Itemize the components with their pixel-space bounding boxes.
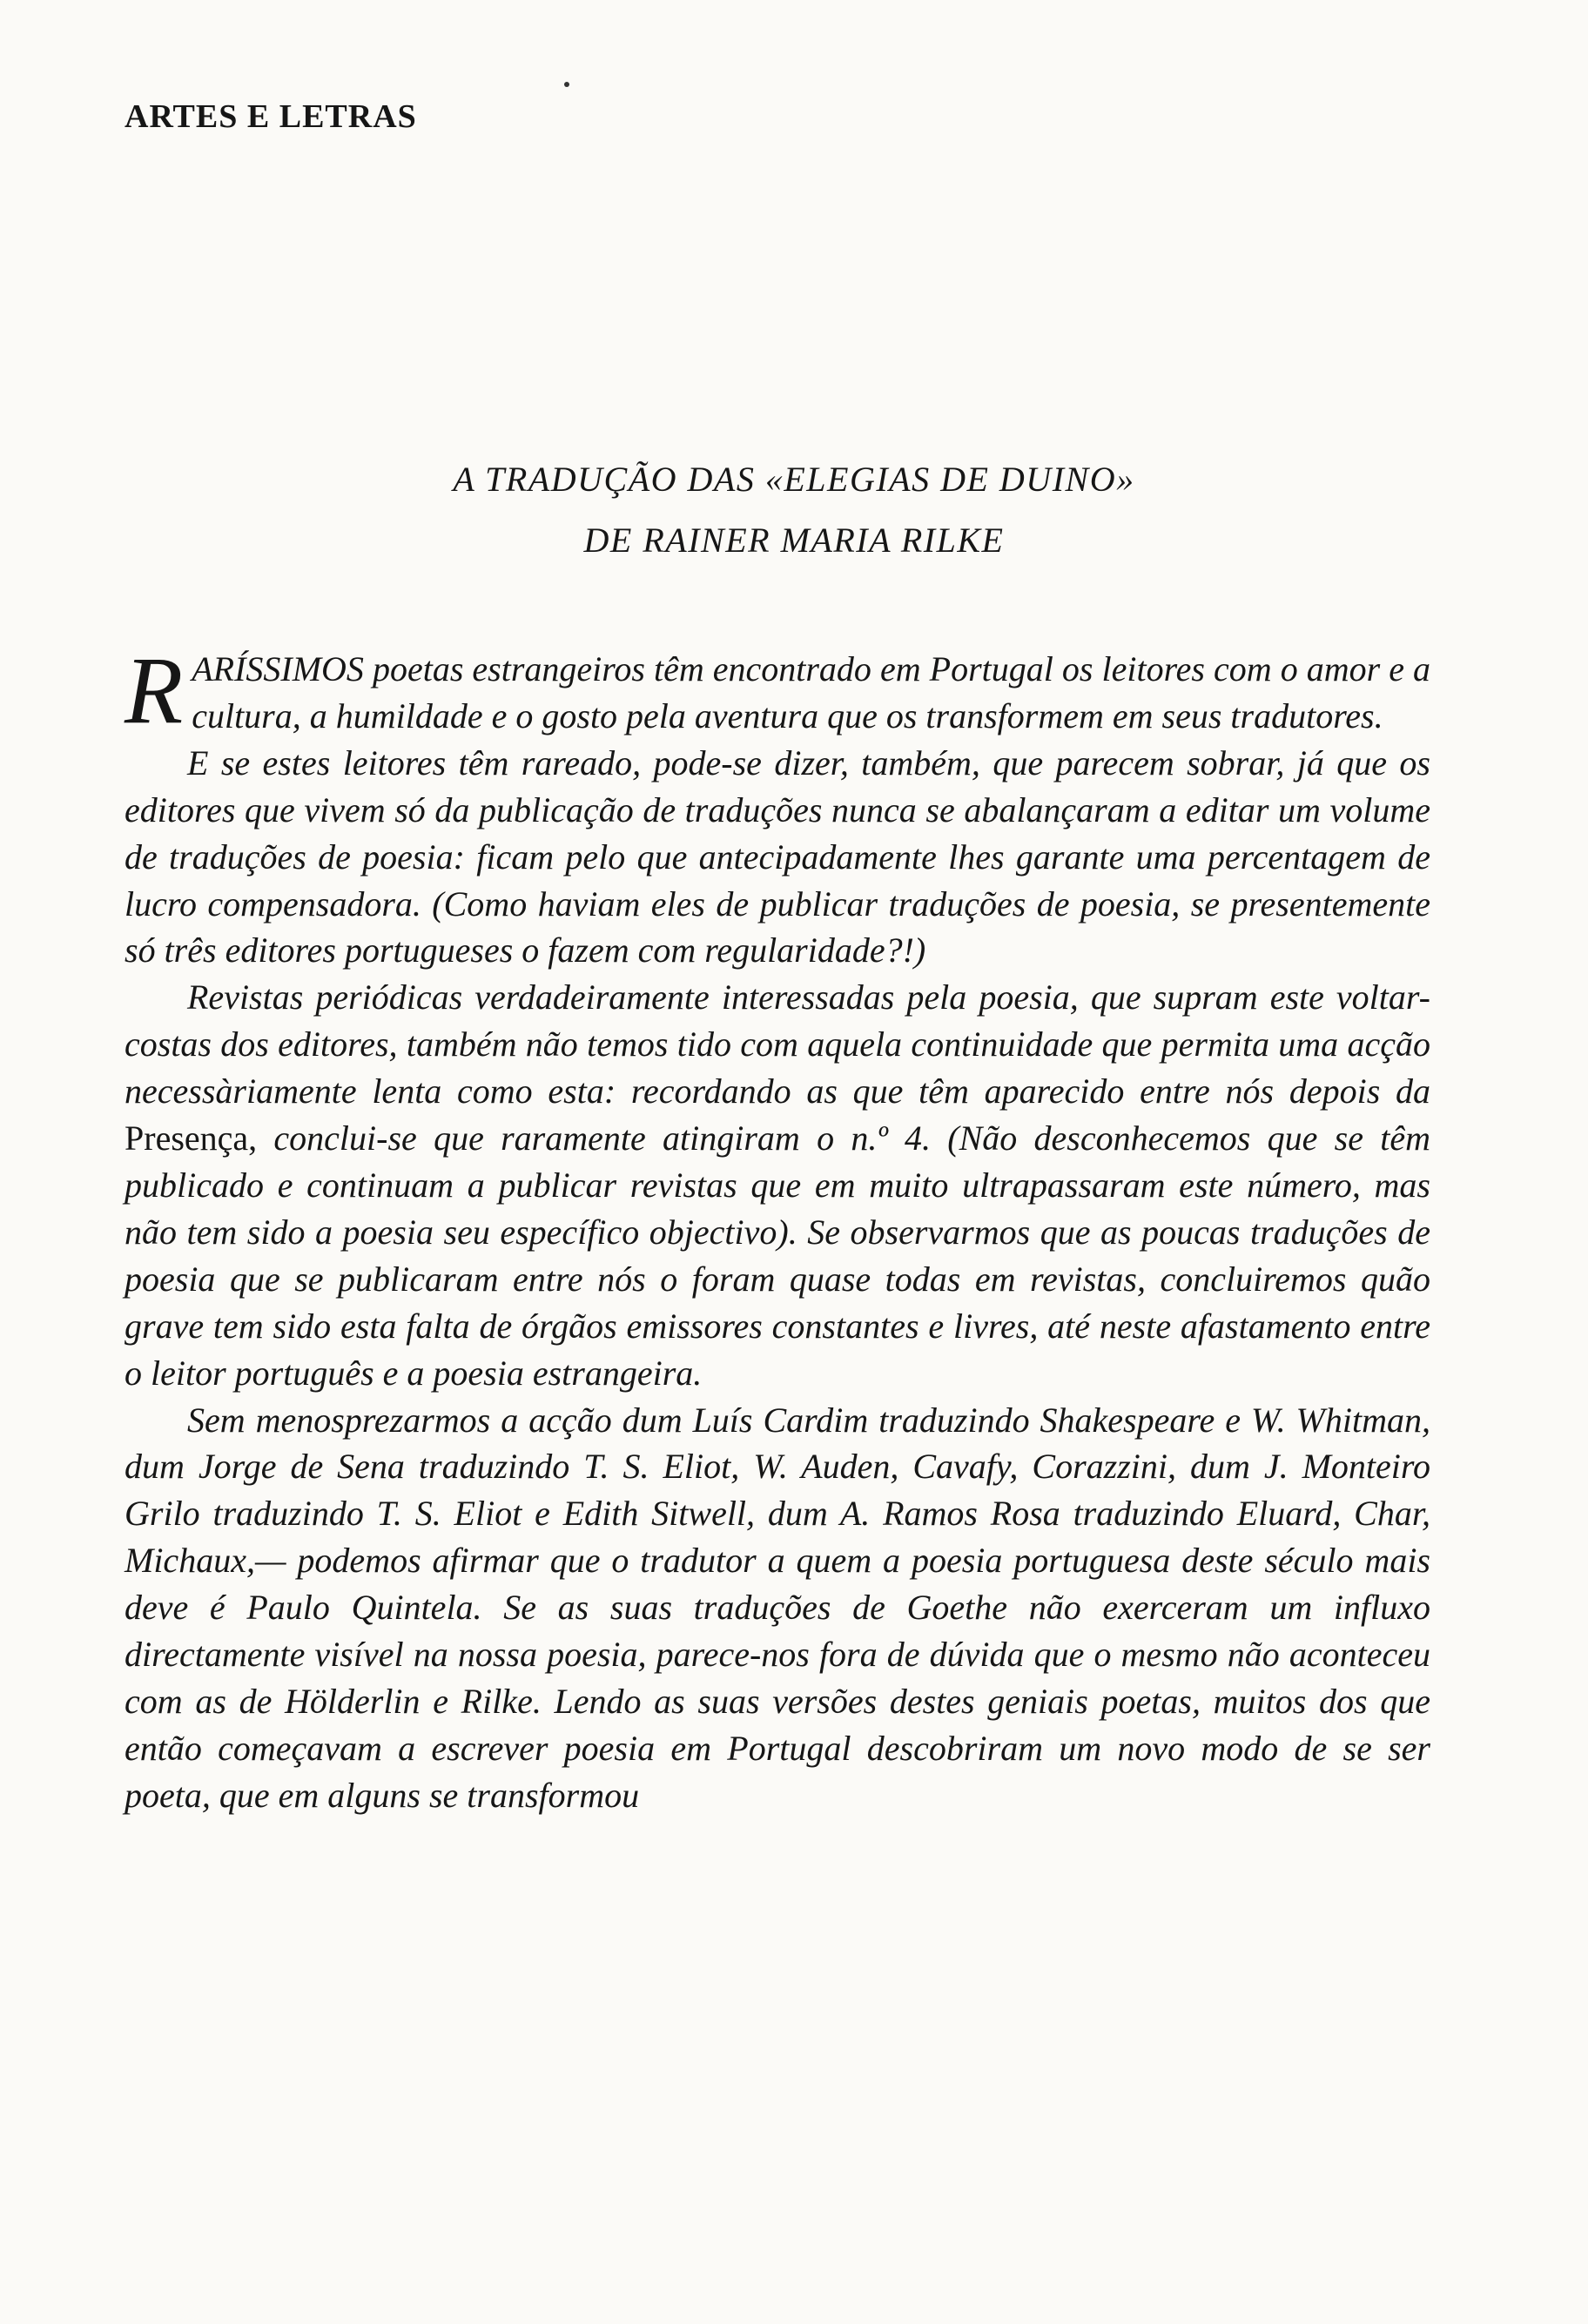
print-speck [564,82,569,87]
running-head: ARTES E LETRAS [124,98,417,135]
paragraph-3 [124,974,1430,1396]
drop-cap: R [124,637,184,743]
paragraph-1 [124,637,1430,743]
paragraph-3-text-a: Revistas periódicas verdadeiramente interessadas pela poesia, que supram este voltar-costas dos editores, também não temos tido com aquela continuidade que permita uma acção necessàriamente lenta como esta: recordando as que têm aparecido entre nós depois da [124,977,1430,1112]
paragraph-3-text-b: conclui-se que raramente atingiram o n.º 4. (Não desconhecemos que se têm publicado e continuam a publicar revistas que em muito ultrapassaram este número, mas não tem sido a poesia seu específico objectivo). Se observarmos que as poucas traduções de poesia que se publicaram entre nós o foram quase todas em revistas, concluiremos quão grave tem sido esta falta de órgãos emissores constantes e livres, até neste afastamento entre o leitor português e a poesia estrangeira. [124,1118,1430,1393]
paragraph-4: Sem menosprezarmos a acção dum Luís Cardim traduzindo Shakespeare e W. Whitman, dum Jorge de Sena traduzindo T. S. Eliot, W. Auden, Cavafy, Corazzini, dum J. Monteiro Grilo traduzindo T. S. Eliot e Edith Sitwell, dum A. Ramos Rosa traduzindo Eluard, Char, Michaux,— podemos afirmar que o tradutor a quem a poesia portuguesa deste século mais deve é Paulo Quintela. Se as suas traduções de Goethe não exerceram um influxo directamente visível na nossa poesia, parece-nos fora de dúvida que o mesmo não aconteceu com as de Hölderlin e Rilke. Lendo as suas versões destes geniais poetas, muitos dos que então começavam a escrever poesia em Portugal descobriram um novo modo de se ser poeta, que em alguns se transformou [124,1400,1430,1815]
article-body [124,637,1430,1819]
journal-name-presenca: Presença, [124,1118,258,1159]
article-title-line-1: A TRADUÇÃO DAS «ELEGIAS DE DUINO» [453,460,1135,499]
paragraph-2: E se estes leitores têm rareado, pode-se dizer, também, que parecem sobrar, já que os editores que vivem só da publicação de traduções nunca se abalançaram a editar um volume de traduções de poesia: ficam pelo que antecipadamente lhes garante uma percentagem de lucro compensadora. (Como haviam eles de publicar traduções de poesia, se presentemente só três editores portugueses o fazem com regularidade?!) [124,742,1430,971]
paragraph-1-text: ARÍSSIMOS poetas estrangeiros têm encontrado em Portugal os leitores com o amor e a cultura, a humildade e o gosto pela aventura que os transformem em seus tradutores. [192,649,1430,735]
article-title-line-2: DE RAINER MARIA RILKE [583,521,1005,560]
